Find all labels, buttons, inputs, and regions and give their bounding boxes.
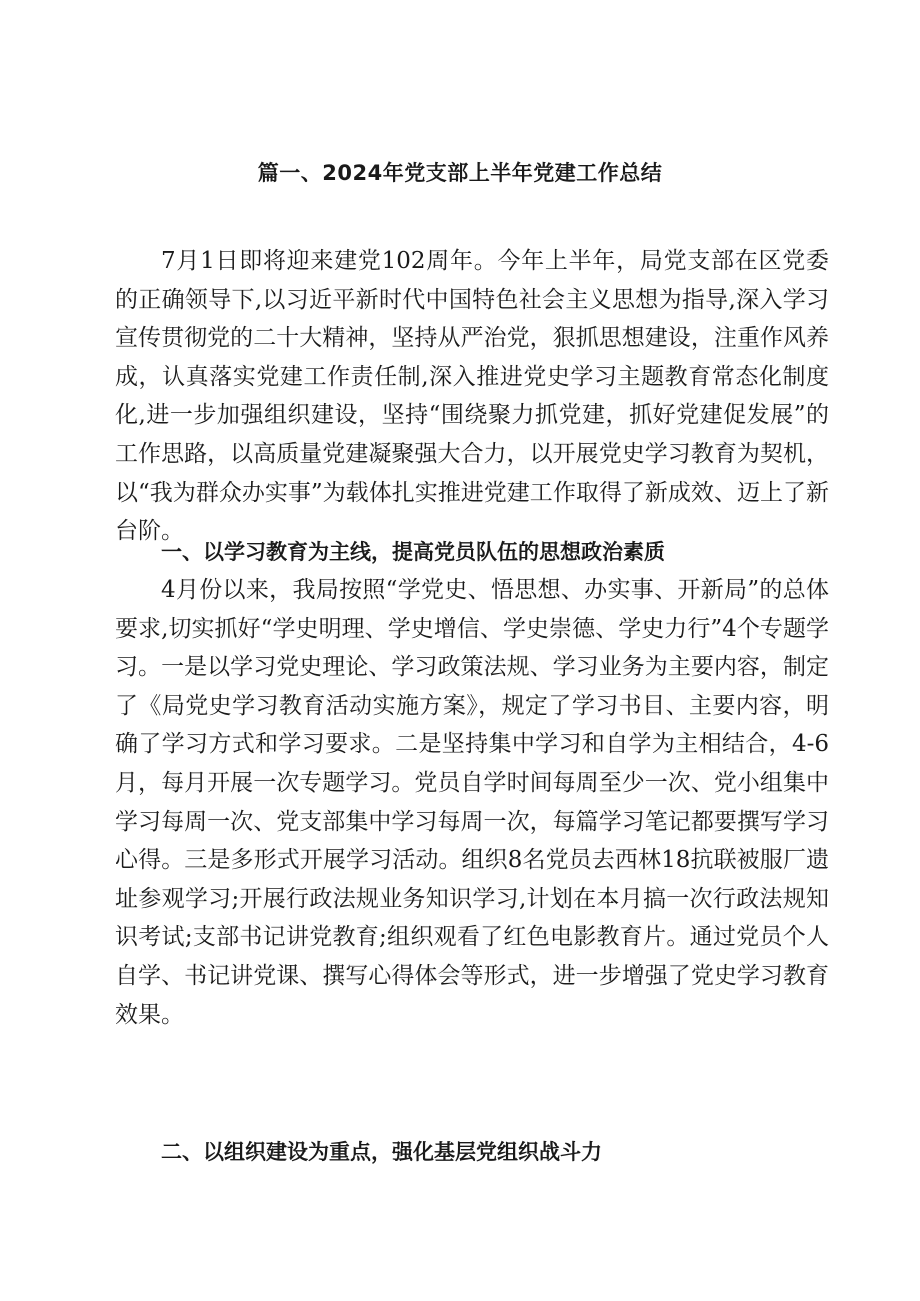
- section-1-heading: 一、以学习教育为主线，提高党员队伍的思想政治素质: [161, 540, 665, 564]
- document-title: 篇一、2024年党支部上半年党建工作总结: [257, 161, 663, 185]
- section-2-heading: 二、以组织建设为重点，强化基层党组织战斗力: [161, 1140, 602, 1164]
- section-1-paragraph: 4月份以来，我局按照“学党史、悟思想、办实事、开新局”的总体要求,切实抓好“学史明理、学史增信、学史崇德、学史力行”4个专题学习。一是以学习党史理论、学习政策法规、学习业务为主要内容，制定了《局党史学习教育活动实施方案》，规定了学习书目、主要内容，明确了学习方式和学习要求。二是坚持集中学习和自学为主相结合，4-6月，每月开展一次专题学习。党员自学时间每周至少一次、党小组集中学习每周一次、党支部集中学习每周一次，每篇学习笔记都要撰写学习心得。三是多形式开展学习活动。组织8名党员去西林18抗联被服厂遗址参观学习;开展行政法规业务知识学习,计划在本月搞一次行政法规知识考试;支部书记讲党教育;组织观看了红色电影教育片。通过党员个人自学、书记讲党课、撰写心得体会等形式，进一步增强了党史学习教育效果。: [115, 577, 829, 1028]
- intro-paragraph: 7月1日即将迎来建党102周年。今年上半年，局党支部在区党委的正确领导下,以习近平新时代中国特色社会主义思想为指导,深入学习宣传贯彻党的二十大精神，坚持从严治党，狠抓思想建设，注重作风养成，认真落实党建工作责任制,深入推进党史学习主题教育常态化制度化,进一步加强组织建设，坚持“围绕聚力抓党建，抓好党建促发展”的工作思路，以高质量党建凝聚强大合力，以开展党史学习教育为契机，以“我为群众办实事”为载体扎实推进党建工作取得了新成效、迈上了新台阶。: [115, 248, 829, 545]
